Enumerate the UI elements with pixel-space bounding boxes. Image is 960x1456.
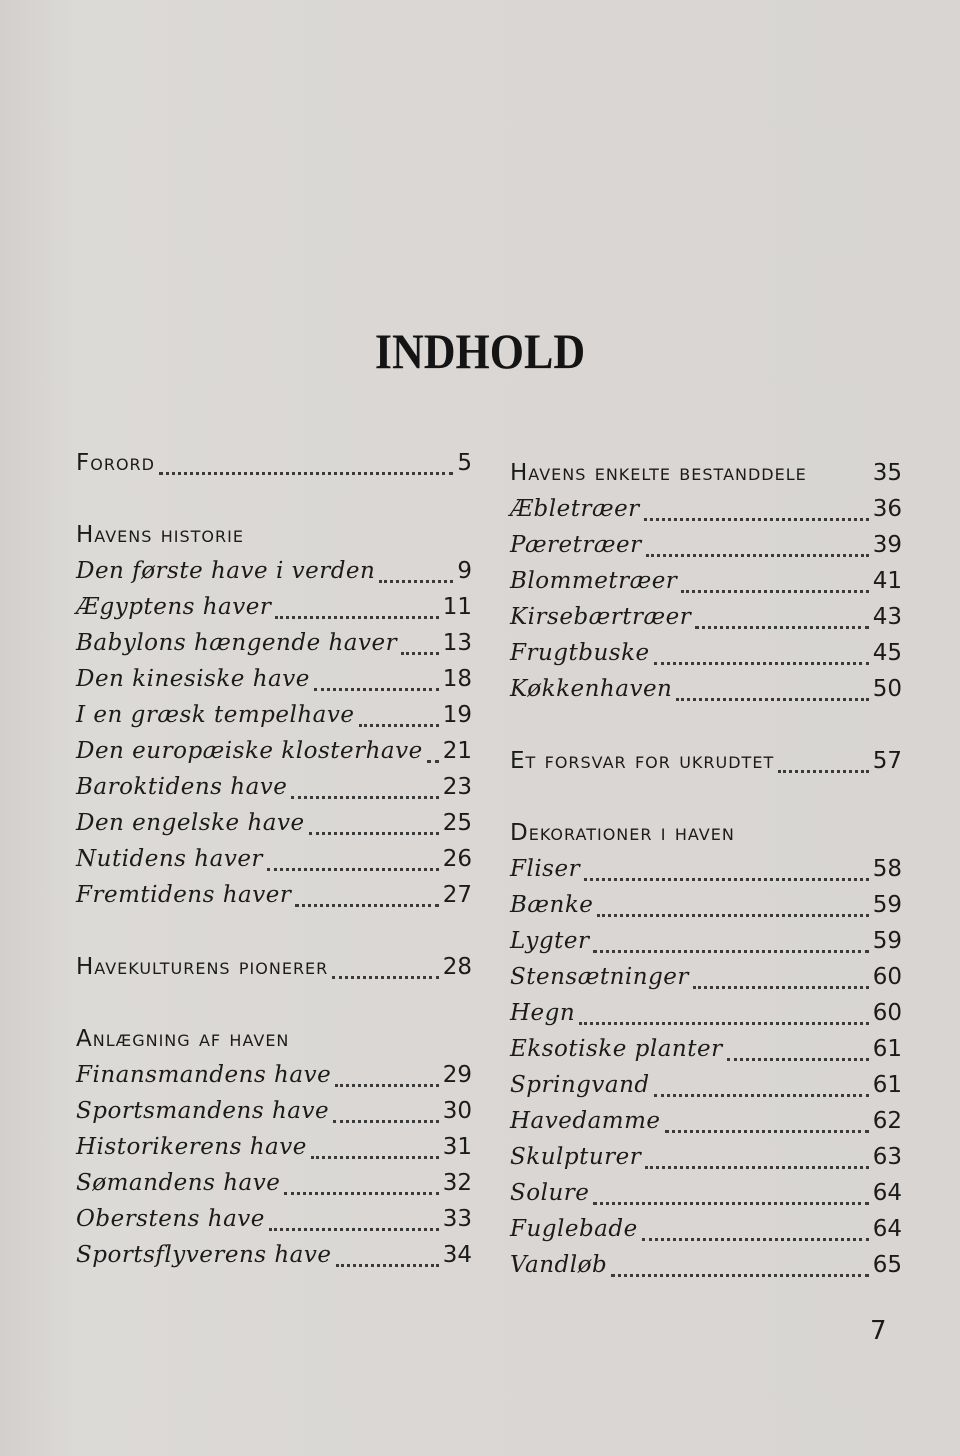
toc-entry xyxy=(76,1129,472,1165)
entry-label: Springvand xyxy=(510,1072,650,1098)
entry-page: 59 xyxy=(872,928,902,954)
entry-label: I en græsk tempelhave xyxy=(76,702,355,728)
entry-label: Oberstens have xyxy=(76,1206,265,1232)
toc-entry xyxy=(510,1211,902,1247)
toc-entry xyxy=(510,491,902,527)
dot-leader xyxy=(333,1120,439,1123)
dot-leader xyxy=(359,724,439,727)
toc-entry xyxy=(76,1057,472,1093)
page-title: INDHOLD xyxy=(374,323,586,379)
dot-leader xyxy=(676,698,868,701)
toc-entry xyxy=(76,661,472,697)
entry-page: 27 xyxy=(442,882,472,908)
toc-entry xyxy=(510,1067,902,1103)
toc-entry xyxy=(510,1103,902,1139)
dot-leader xyxy=(665,1130,869,1133)
entry-page: 28 xyxy=(442,954,472,980)
entry-page: 65 xyxy=(872,1252,902,1278)
dot-leader xyxy=(336,1264,439,1267)
entry-label: Sportsmandens have xyxy=(76,1098,330,1124)
entry-label: Kirsebærtræer xyxy=(510,604,692,630)
entry-label: Æbletræer xyxy=(510,496,640,522)
section-heading xyxy=(510,455,902,491)
toc-entry xyxy=(510,851,902,887)
toc-entry-pionerer xyxy=(76,949,472,985)
toc-entry xyxy=(76,697,472,733)
entry-page: 11 xyxy=(442,594,472,620)
entry-page: 45 xyxy=(872,640,902,666)
entry-page: 18 xyxy=(442,666,472,692)
section-dekorationer xyxy=(510,815,902,1283)
toc-entry xyxy=(510,887,902,923)
toc-right-column xyxy=(510,455,902,1283)
dot-leader xyxy=(695,626,868,629)
toc-entry xyxy=(76,1237,472,1273)
dot-leader xyxy=(646,554,869,557)
dot-leader xyxy=(681,590,868,593)
section-heading xyxy=(510,815,902,851)
entry-page: 62 xyxy=(872,1108,902,1134)
toc-entry xyxy=(510,923,902,959)
dot-leader xyxy=(593,950,868,953)
dot-leader xyxy=(644,518,869,521)
dot-leader xyxy=(579,1022,869,1025)
entry-label: Ægyptens haver xyxy=(76,594,272,620)
entry-page: 57 xyxy=(872,748,902,774)
entry-label: Fremtidens haver xyxy=(76,882,292,908)
entry-label: Lygter xyxy=(510,928,590,954)
entry-page: 21 xyxy=(442,738,472,764)
toc-entry xyxy=(76,805,472,841)
entry-label: Vandløb xyxy=(510,1252,608,1278)
dot-leader xyxy=(379,580,453,583)
entry-label: Fuglebade xyxy=(510,1216,638,1242)
toc-entry xyxy=(76,769,472,805)
entry-label: Nutidens haver xyxy=(76,846,263,872)
entry-label: Blommetræer xyxy=(510,568,678,594)
entry-label: Finansmandens have xyxy=(76,1062,332,1088)
dot-leader xyxy=(654,662,869,665)
dot-leader xyxy=(295,904,438,907)
entry-label: Havekulturens pionerer xyxy=(76,954,329,980)
entry-page: 26 xyxy=(442,846,472,872)
entry-page: 50 xyxy=(872,676,902,702)
toc-entry xyxy=(510,959,902,995)
section-heading-label: Havens enkelte bestanddele xyxy=(510,460,807,486)
entry-page: 39 xyxy=(872,532,902,558)
section-heading-label: Anlægning af haven xyxy=(76,1026,290,1052)
entry-label: Bænke xyxy=(510,892,594,918)
entry-page: 29 xyxy=(442,1062,472,1088)
dot-leader xyxy=(401,652,439,655)
toc-entry xyxy=(76,625,472,661)
entry-page: 60 xyxy=(872,1000,902,1026)
toc-entry xyxy=(76,1165,472,1201)
dot-leader xyxy=(267,868,439,871)
section-havens-historie xyxy=(76,517,472,913)
dot-leader xyxy=(584,878,869,881)
entry-page: 19 xyxy=(442,702,472,728)
section-heading-label: Dekorationer i haven xyxy=(510,820,735,846)
entry-label: Eksotiske planter xyxy=(510,1036,723,1062)
entry-page: 25 xyxy=(442,810,472,836)
entry-page: 23 xyxy=(442,774,472,800)
entry-label: Fliser xyxy=(510,856,581,882)
entry-label: Den første have i verden xyxy=(76,558,376,584)
dot-leader xyxy=(284,1192,438,1195)
toc-entry xyxy=(510,995,902,1031)
toc-entry xyxy=(510,527,902,563)
entry-page: 59 xyxy=(872,892,902,918)
entry-page: 58 xyxy=(872,856,902,882)
entry-label: Stensætninger xyxy=(510,964,689,990)
entry-page: 61 xyxy=(872,1072,902,1098)
entry-label: Pæretræer xyxy=(510,532,642,558)
entry-label: Historikerens have xyxy=(76,1134,307,1160)
entry-label: Skulpturer xyxy=(510,1144,642,1170)
dot-leader xyxy=(311,1156,439,1159)
dot-leader xyxy=(611,1274,869,1277)
entry-label: Baroktidens have xyxy=(76,774,288,800)
entry-page: 9 xyxy=(457,558,472,584)
entry-page: 41 xyxy=(872,568,902,594)
section-heading-label: Havens historie xyxy=(76,522,244,548)
toc-entry xyxy=(510,1247,902,1283)
toc-entry xyxy=(510,563,902,599)
toc-entry xyxy=(510,1031,902,1067)
toc-entry xyxy=(510,1139,902,1175)
dot-leader xyxy=(654,1094,869,1097)
toc-entry xyxy=(76,877,472,913)
dot-leader xyxy=(275,616,438,619)
entry-page: 64 xyxy=(872,1180,902,1206)
toc-left-column xyxy=(76,445,472,1273)
dot-leader xyxy=(727,1058,869,1061)
entry-page: 36 xyxy=(872,496,902,522)
entry-page: 32 xyxy=(442,1170,472,1196)
entry-page: 31 xyxy=(442,1134,472,1160)
entry-page: 13 xyxy=(442,630,472,656)
dot-leader xyxy=(291,796,438,799)
entry-label: Solure xyxy=(510,1180,590,1206)
toc-entry-forord xyxy=(76,445,472,481)
dot-leader xyxy=(778,770,869,773)
entry-label: Sømandens have xyxy=(76,1170,281,1196)
entry-page: 64 xyxy=(872,1216,902,1242)
toc-entry xyxy=(510,671,902,707)
entry-page: 43 xyxy=(872,604,902,630)
toc-entry xyxy=(76,1093,472,1129)
page-number: 7 xyxy=(870,1316,887,1346)
entry-page: 30 xyxy=(442,1098,472,1124)
toc-entry xyxy=(76,589,472,625)
dot-leader xyxy=(693,986,869,989)
dot-leader xyxy=(159,472,453,475)
entry-page: 5 xyxy=(457,450,472,476)
dot-leader xyxy=(642,1238,869,1241)
entry-label: Et forsvar for ukrudtet xyxy=(510,748,775,774)
section-heading xyxy=(76,517,472,553)
dot-leader xyxy=(269,1228,439,1231)
entry-label: Køkkenhaven xyxy=(510,676,673,702)
toc-entry xyxy=(510,1175,902,1211)
dot-leader xyxy=(314,688,439,691)
entry-label: Hegn xyxy=(510,1000,576,1026)
dot-leader xyxy=(645,1166,868,1169)
dot-leader xyxy=(427,760,439,763)
section-anlaegning xyxy=(76,1021,472,1273)
dot-leader xyxy=(593,1202,868,1205)
entry-label: Den engelske have xyxy=(76,810,305,836)
entry-label: Den kinesiske have xyxy=(76,666,310,692)
toc-entry xyxy=(76,841,472,877)
dot-leader xyxy=(309,832,439,835)
toc-entry-ukrudt xyxy=(510,743,902,779)
entry-page: 35 xyxy=(872,460,902,486)
dot-leader xyxy=(332,976,438,979)
toc-entry xyxy=(76,1201,472,1237)
entry-page: 63 xyxy=(872,1144,902,1170)
dot-leader xyxy=(335,1084,439,1087)
entry-label: Frugtbuske xyxy=(510,640,650,666)
entry-label: Sportsflyverens have xyxy=(76,1242,332,1268)
entry-page: 34 xyxy=(442,1242,472,1268)
entry-page: 60 xyxy=(872,964,902,990)
dot-leader xyxy=(597,914,868,917)
entry-label: Den europæiske klosterhave xyxy=(76,738,423,764)
entry-label: Havedamme xyxy=(510,1108,661,1134)
section-heading xyxy=(76,1021,472,1057)
toc-entry xyxy=(76,553,472,589)
entry-page: 33 xyxy=(442,1206,472,1232)
toc-entry xyxy=(510,599,902,635)
toc-entry xyxy=(510,635,902,671)
entry-label: Babylons hængende haver xyxy=(76,630,398,656)
section-bestanddele xyxy=(510,455,902,707)
toc-entry xyxy=(76,733,472,769)
entry-page: 61 xyxy=(872,1036,902,1062)
entry-label: Forord xyxy=(76,450,155,476)
